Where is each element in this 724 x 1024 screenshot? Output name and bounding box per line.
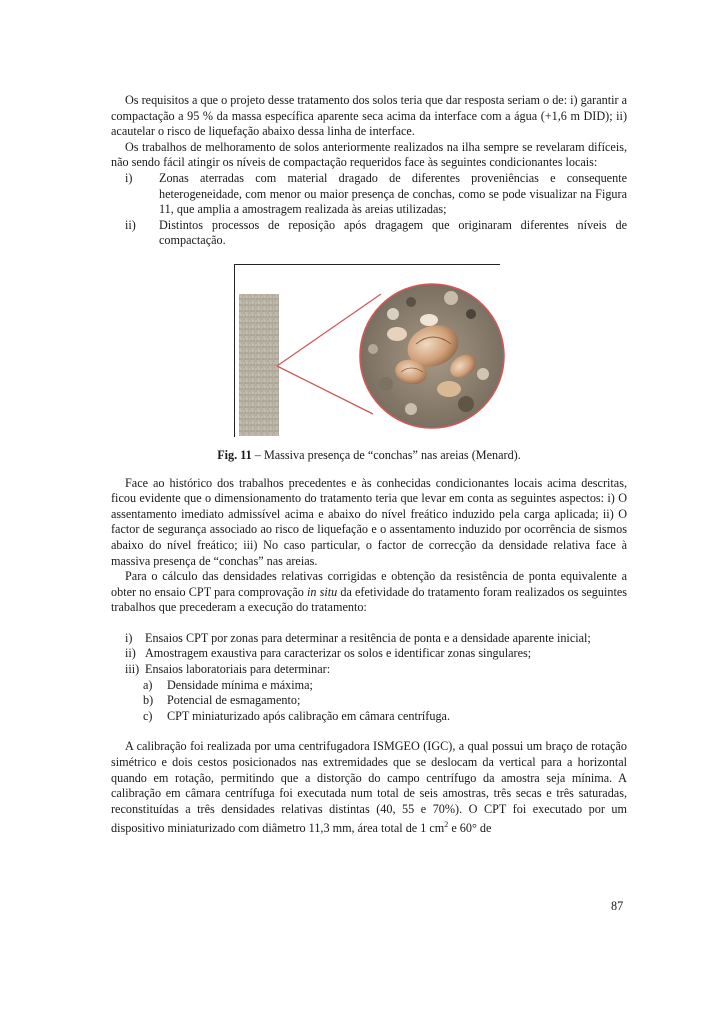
list-item-number: i) — [125, 170, 133, 185]
list-item-text: Ensaios CPT por zonas para determinar a resitência de ponta e a densidade aparente inicial; — [145, 630, 591, 645]
figure-caption-text: – Massiva presença de “conchas” nas areias (Menard). — [251, 447, 521, 462]
list-item-number: iii) — [125, 662, 140, 677]
paragraph-calibration — [111, 739, 627, 837]
list-item-text: Amostragem exaustiva para caracterizar os solos e identificar zonas singulares; — [145, 646, 532, 661]
paragraph-previous-works: Os trabalhos de melhoramento de solos anteriormente realizados na ilha sempre se revelaram difíceis, não sendo fácil atingir os níveis de compactação requeridos face às seguintes condicionantes locais: — [111, 139, 627, 170]
list-item — [111, 171, 627, 218]
figure-label: Fig. 11 — [217, 447, 252, 462]
list-item-text: CPT miniaturizado após calibração em câmara centrífuga. — [167, 708, 451, 723]
body-text — [111, 93, 627, 837]
list-item — [111, 631, 627, 647]
sand-sample — [239, 294, 279, 436]
constraints-list — [111, 171, 627, 249]
list-item — [111, 646, 627, 662]
list-item — [111, 662, 627, 678]
shell-sand-image — [111, 264, 627, 442]
figure-11 — [111, 264, 627, 442]
works-list — [111, 631, 627, 725]
list-item-text: Potencial de esmagamento; — [167, 693, 301, 708]
page-number: 87 — [611, 899, 624, 913]
list-item-text: Densidade mínima e máxima; — [167, 677, 313, 692]
sub-list-item — [111, 693, 627, 709]
list-item-number: b) — [143, 693, 154, 708]
paragraph-text: e 60° de — [448, 821, 492, 836]
paragraph-text: da efetividade do tratamento foram realizados os seguintes trabalhos que precederam a execução do tratamento: — [111, 584, 627, 615]
figure-caption — [111, 448, 627, 464]
paragraph-text: A calibração foi realizada por uma centrifugadora ISMGEO (IGC), a qual possui um braço de rotação simétrico e dois cestos posicionados nas extremidades que se deslocam da vertical para a horizontal quando em rotação, permitindo que a distorção do campo centrífugo da amostra seja mínima. A calibração em câmara centrífuga foi executada num total de seis amostras, três secas e três saturadas, reconstituídas a três densidades relativas distintas (40, 55 e 70%). O CPT foi executado por um dispositivo miniaturizado com diâmetro 11,3 mm, área total de 1 cm — [111, 739, 627, 836]
paragraph-text: Para o cálculo das densidades relativas corrigidas e obtenção da resistência de ponta equivalente a obter no ensaio CPT para comprovação — [111, 569, 627, 599]
list-item-number: a) — [143, 677, 153, 692]
list-item-number: i) — [125, 630, 133, 645]
list-item-number: ii) — [125, 646, 136, 661]
paragraph-calculation — [111, 569, 627, 616]
list-item-text: Ensaios laboratoriais para determinar: — [145, 662, 331, 677]
list-item — [111, 218, 627, 249]
list-item-number: c) — [143, 708, 153, 723]
paragraph-design-aspects: Face ao histórico dos trabalhos precedentes e às conhecidas condicionantes locais acima descritas, ficou evidente que o dimensionamento do tratamento teria que levar em conta as seguintes aspectos: i) O assentamento imediato admissível acima e abaixo do nível freático induzido pela carga aplicada; ii) O factor de segurança associado ao risco de liquefação e o assentamento induzido por ocorrência de sismos abaixo do nível freático; iii) No caso particular, o factor de correcção da densidade relativa face à massiva presença de “conchas” nas areias. — [111, 475, 627, 568]
superscript: 2 — [444, 820, 449, 830]
list-item-text: Zonas aterradas com material dragado de diferentes proveniências e consequente heterogeneidade, com menor ou maior presença de conchas, como se pode visualizar na Figura 11, que amplia a amostragem realizada às areias utilizadas; — [159, 170, 627, 217]
list-item-text: Distintos processos de reposição após dragagem que originaram diferentes níveis de compactação. — [159, 217, 627, 248]
italic-term: in situ — [306, 584, 338, 599]
sub-list-item — [111, 709, 627, 725]
sub-list-item — [111, 678, 627, 694]
list-item-number: ii) — [125, 217, 136, 232]
paragraph-requirements: Os requisitos a que o projeto desse tratamento dos solos teria que dar resposta seriam o de: i) garantir a compactação a 95 % da massa específica aparente seca acima da interface com a água (+1,6 m DID); ii) acautelar o risco de liquefação abaixo dessa linha de interface. — [111, 93, 627, 139]
